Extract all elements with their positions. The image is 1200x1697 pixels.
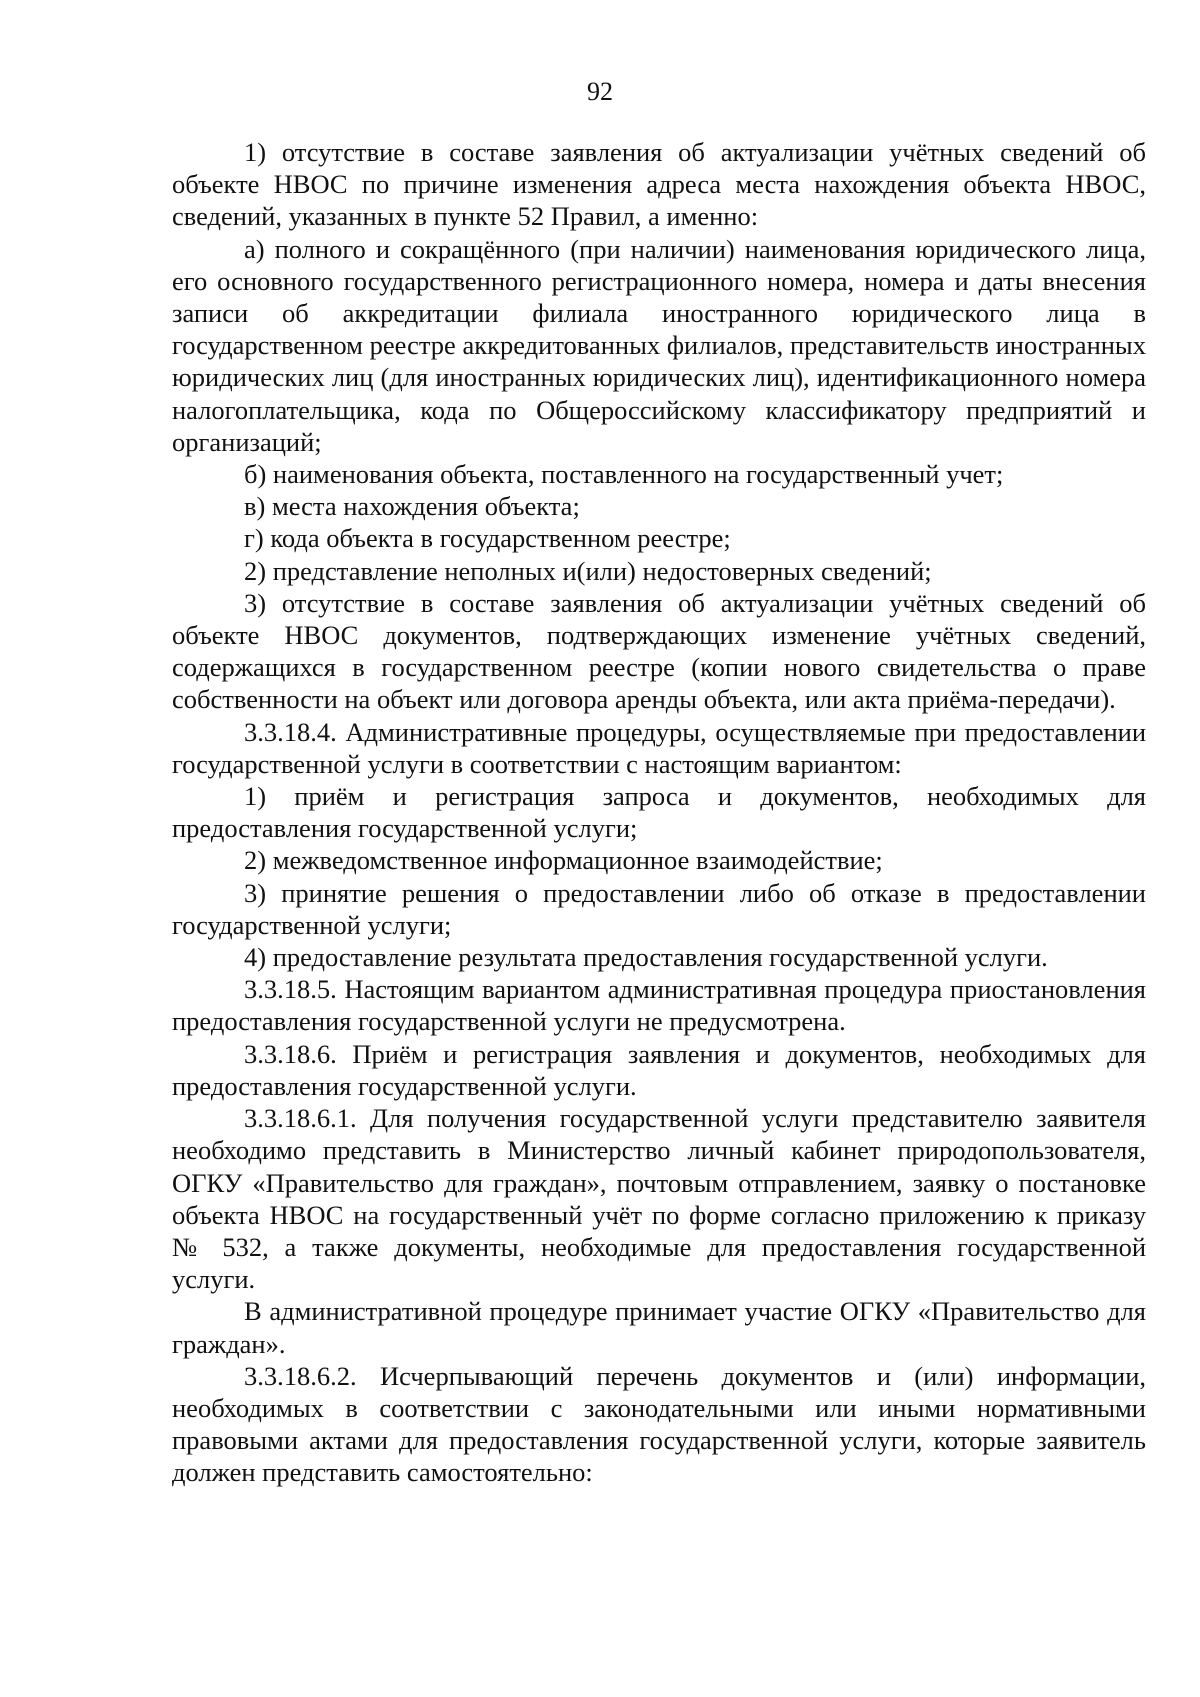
paragraph-item-v: в) места нахождения объекта; (244, 491, 580, 522)
paragraph-section-3-3-18-6-2: 3.3.18.6.2. Исчерпывающий перечень документов и (или) информации, необходимых в соответствии с законодательными или иными нормативными правовыми актами для предоставления государственной услуги, которые заявитель должен представить самостоятельно: (172, 1360, 1146, 1488)
paragraph-item-3: 3) отсутствие в составе заявления об актуализации учётных сведений об объекте НВОС документов, подтверждающих изменение учётных сведений, содержащихся в государственном реестре (копии нового свидетельства о праве собственности на объект или договора аренды объекта, или акта приёма-передачи). (172, 587, 1146, 715)
page-number: 92 (587, 77, 613, 106)
paragraph-procedure-1: 1) приём и регистрация запроса и документов, необходимых для предоставления государственной услуги; (172, 781, 1146, 844)
paragraph-section-3-3-18-6-1: 3.3.18.6.1. Для получения государственной услуги представителю заявителя необходимо представить в Министерство личный кабинет природопользователя, ОГКУ «Правительство для граждан», почтовым отправлением, заявку о постановке объекта НВОС на государственный учёт по форме согласно приложению к приказу № 532, а также документы, необходимые для предоставления государственной услуги. (172, 1103, 1146, 1295)
paragraph-participant-ogku: В административной процедуре принимает участие ОГКУ «Правительство для граждан». (172, 1296, 1146, 1359)
paragraph-procedure-4: 4) предоставление результата предоставления государственной услуги. (244, 942, 1048, 973)
paragraph-item-a: а) полного и сокращённого (при наличии) наименования юридического лица, его основного государственного регистрационного номера, номера и даты внесения записи об аккредитации филиала иностранного юридического лица в государственном реестре аккредитованных филиалов, представительств иностранных юридических лиц (для иностранных юридических лиц), идентификационного номера налогоплательщика, кода по Общероссийскому классификатору предприятий и организаций; (172, 233, 1146, 457)
paragraph-item-1: 1) отсутствие в составе заявления об актуализации учётных сведений об объекте НВОС по причине изменения адреса места нахождения объекта НВОС, сведений, указанных в пункте 52 Правил, а именно: (172, 137, 1146, 232)
paragraph-item-2: 2) представление неполных и(или) недостоверных сведений; (244, 555, 932, 586)
paragraph-section-3-3-18-5: 3.3.18.5. Настоящим вариантом административная процедура приостановления предоставления государственной услуги не предусмотрена. (172, 974, 1146, 1037)
paragraph-item-g: г) кода объекта в государственном реестре; (244, 523, 731, 554)
paragraph-procedure-2: 2) межведомственное информационное взаимодействие; (244, 845, 883, 876)
paragraph-item-b: б) наименования объекта, поставленного на государственный учет; (244, 459, 1004, 490)
paragraph-section-3-3-18-6: 3.3.18.6. Приём и регистрация заявления и документов, необходимых для предоставления государственной услуги. (172, 1038, 1146, 1101)
document-body (172, 136, 1146, 1489)
paragraph-procedure-3: 3) принятие решения о предоставлении либо об отказе в предоставлении государственной услуги; (172, 877, 1146, 940)
paragraph-section-3-3-18-4: 3.3.18.4. Административные процедуры, осуществляемые при предоставлении государственной услуги в соответствии с настоящим вариантом: (172, 716, 1146, 779)
